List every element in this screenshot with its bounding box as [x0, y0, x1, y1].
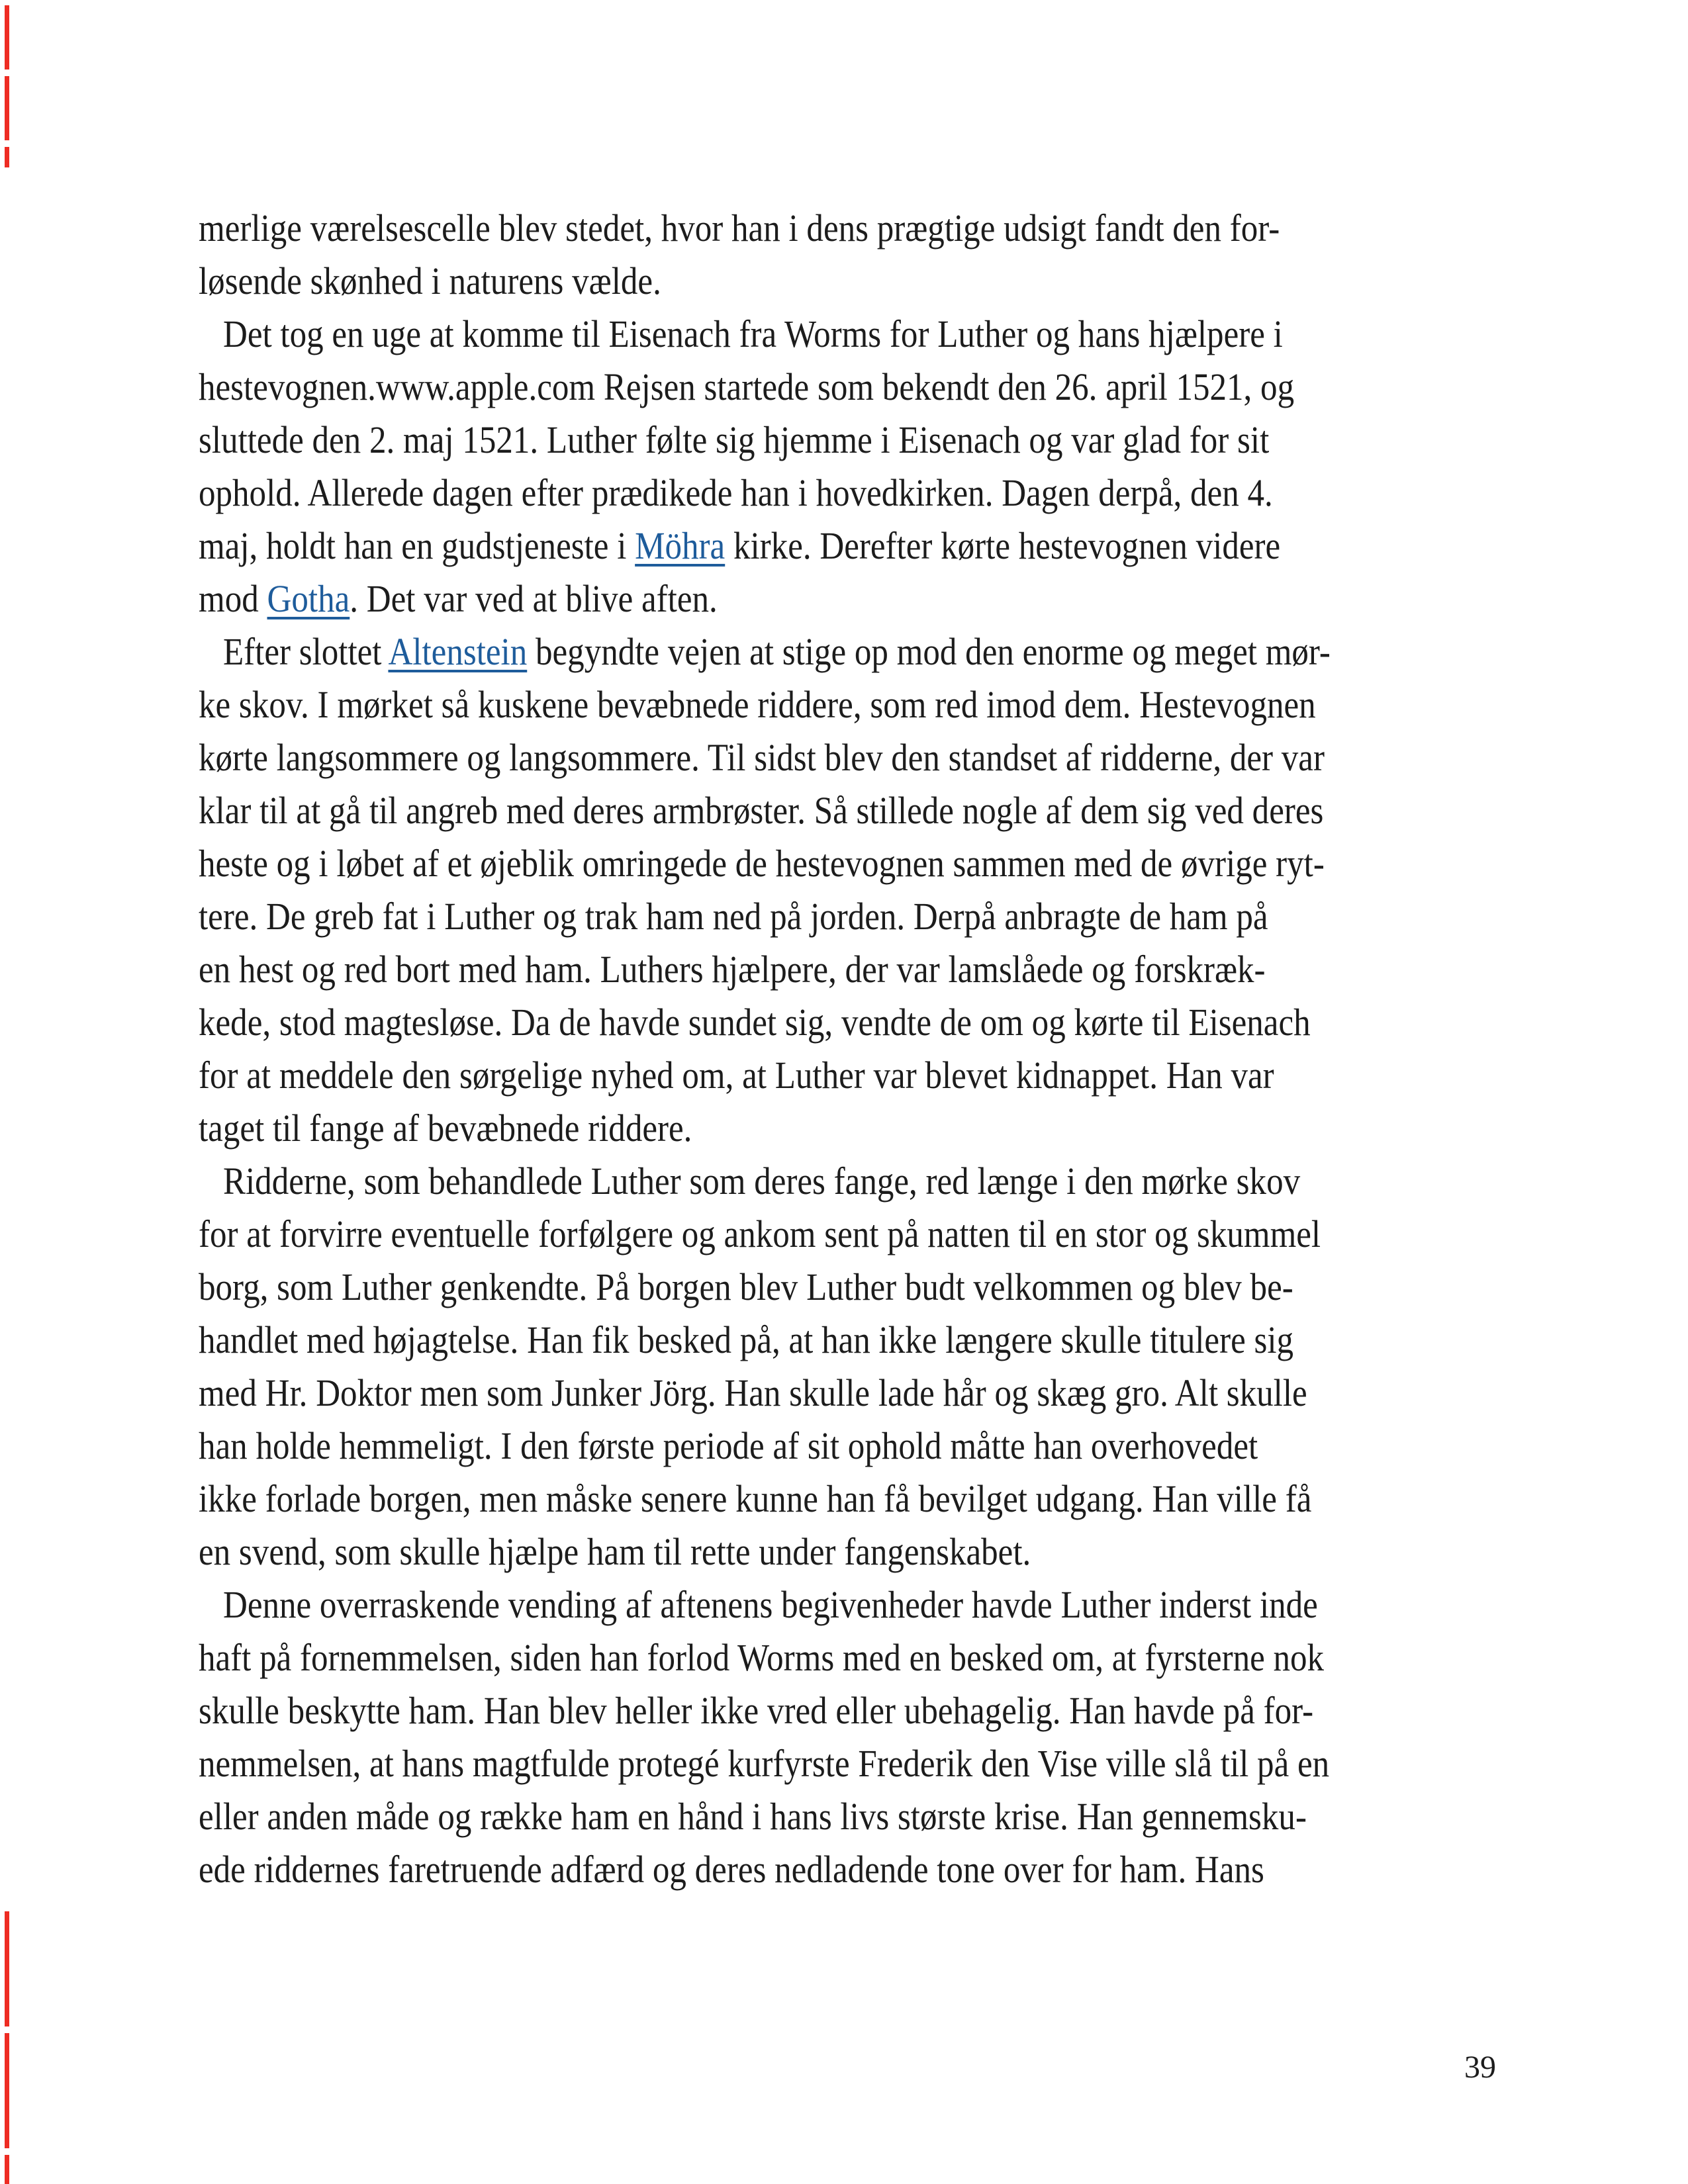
text-line — [199, 837, 1340, 890]
page-number: 39 — [1464, 2050, 1496, 2085]
text-segment: en hest og red bort med ham. Luthers hjælpere, der var lamslåede og forskræk- — [199, 948, 1266, 991]
text-segment: kede, stod magtesløse. Da de havde sundet sig, vendte de om og kørte til Eisenach — [199, 1001, 1311, 1044]
text-line — [199, 1578, 1340, 1631]
text-segment: ikke forlade borgen, men måske senere kunne han få bevilget udgang. Han ville få — [199, 1477, 1312, 1520]
text-line — [199, 255, 1340, 308]
text-segment: løsende skønhed i naturens vælde. — [199, 259, 661, 302]
text-line — [199, 1843, 1340, 1896]
text-line — [199, 1314, 1340, 1367]
text-segment: ede riddernes faretruende adfærd og deres nedladende tone over for ham. Hans — [199, 1848, 1264, 1891]
text-segment: skulle beskytte ham. Han blev heller ikke vred eller ubehagelig. Han havde på for- — [199, 1689, 1314, 1732]
text-line — [199, 202, 1340, 255]
text-segment: ophold. Allerede dagen efter prædikede han i hovedkirken. Dagen derpå, den 4. — [199, 471, 1273, 514]
text-segment: klar til at gå til angreb med deres armbrøster. Så stillede nogle af dem sig ved deres — [199, 789, 1324, 832]
text-line — [199, 1737, 1340, 1790]
text-segment: eller anden måde og række ham en hånd i hans livs største krise. Han gennemsku- — [199, 1795, 1307, 1838]
text-segment: kørte langsommere og langsommere. Til sidst blev den standset af ridderne, der var — [199, 736, 1325, 779]
text-segment: mod — [199, 577, 267, 620]
text-segment: merlige værelsescelle blev stedet, hvor han i dens prægtige udsigt fandt den for- — [199, 206, 1280, 250]
text-line — [199, 414, 1340, 467]
text-line — [199, 1790, 1340, 1843]
text-line — [199, 308, 1340, 361]
text-segment: haft på fornemmelsen, siden han forlod Worms med en besked om, at fyrsterne nok — [199, 1636, 1325, 1679]
text-segment: Ridderne, som behandlede Luther som deres fange, red længe i den mørke skov — [222, 1160, 1301, 1203]
link-gotha[interactable]: Gotha — [267, 577, 350, 620]
text-line — [199, 361, 1340, 414]
text-line — [199, 1420, 1340, 1473]
text-line — [199, 625, 1340, 678]
text-segment: . Det var ved at blive aften. — [350, 577, 718, 620]
text-line — [199, 1102, 1340, 1155]
text-segment: borg, som Luther genkendte. På borgen blev Luther budt velkommen og blev be- — [199, 1265, 1293, 1308]
text-line — [199, 1208, 1340, 1261]
text-segment: maj, holdt han en gudstjeneste i — [199, 524, 635, 567]
text-segment: for at forvirre eventuelle forfølgere og ankom sent på natten til en stor og skummel — [199, 1212, 1321, 1255]
text-segment: han holde hemmeligt. I den første periode af sit ophold måtte han overhovedet — [199, 1424, 1258, 1467]
text-line — [199, 520, 1340, 572]
text-segment: en svend, som skulle hjælpe ham til rette under fangenskabet. — [199, 1530, 1031, 1573]
text-segment: Efter slottet — [222, 630, 389, 673]
text-segment: nemmelsen, at hans magtfulde protegé kurfyrste Frederik den Vise ville slå til på en — [199, 1742, 1330, 1785]
text-line — [199, 1367, 1340, 1420]
trim-mark-top-left — [5, 5, 9, 167]
text-line — [199, 1155, 1340, 1208]
text-segment: Denne overraskende vending af aftenens begivenheder havde Luther inderst inde — [222, 1583, 1318, 1626]
text-segment: Det tog en uge at komme til Eisenach fra Worms for Luther og hans hjælpere i — [222, 312, 1283, 355]
text-line — [199, 1684, 1340, 1737]
link-möhra[interactable]: Möhra — [635, 524, 726, 567]
text-segment: kirke. Derefter kørte hestevognen videre — [725, 524, 1281, 567]
text-segment: begyndte vejen at stige op mod den enorme og meget mør- — [527, 630, 1331, 673]
text-line — [199, 1525, 1340, 1578]
text-segment: sluttede den 2. maj 1521. Luther følte sig hjemme i Eisenach og var glad for sit — [199, 418, 1270, 461]
text-line — [199, 1473, 1340, 1525]
text-block — [199, 202, 1496, 1896]
text-line — [199, 1049, 1340, 1102]
text-line — [199, 731, 1340, 784]
text-segment: heste og i løbet af et øjeblik omringede de hestevognen sammen med de øvrige ryt- — [199, 842, 1325, 885]
text-segment: tere. De greb fat i Luther og trak ham ned på jorden. Derpå anbragte de ham på — [199, 895, 1268, 938]
text-segment: taget til fange af bevæbnede riddere. — [199, 1107, 692, 1150]
text-line — [199, 678, 1340, 731]
text-segment: handlet med højagtelse. Han fik besked på, at han ikke længere skulle titulere sig — [199, 1318, 1294, 1361]
trim-mark-bottom-left — [5, 1911, 9, 2184]
text-segment: ke skov. I mørket så kuskene bevæbnede riddere, som red imod dem. Hestevognen — [199, 683, 1316, 726]
text-segment: for at meddele den sørgelige nyhed om, at Luther var blevet kidnappet. Han var — [199, 1054, 1274, 1097]
text-segment: hestevognen.www.apple.com Rejsen startede som bekendt den 26. april 1521, og — [199, 365, 1295, 408]
text-line — [199, 996, 1340, 1049]
link-altenstein[interactable]: Altenstein — [388, 630, 528, 673]
text-segment: med Hr. Doktor men som Junker Jörg. Han skulle lade hår og skæg gro. Alt skulle — [199, 1371, 1307, 1414]
text-line — [199, 572, 1340, 625]
text-line — [199, 1631, 1340, 1684]
text-line — [199, 784, 1340, 837]
text-line — [199, 467, 1340, 520]
text-line — [199, 890, 1340, 943]
text-line — [199, 943, 1340, 996]
text-line — [199, 1261, 1340, 1314]
